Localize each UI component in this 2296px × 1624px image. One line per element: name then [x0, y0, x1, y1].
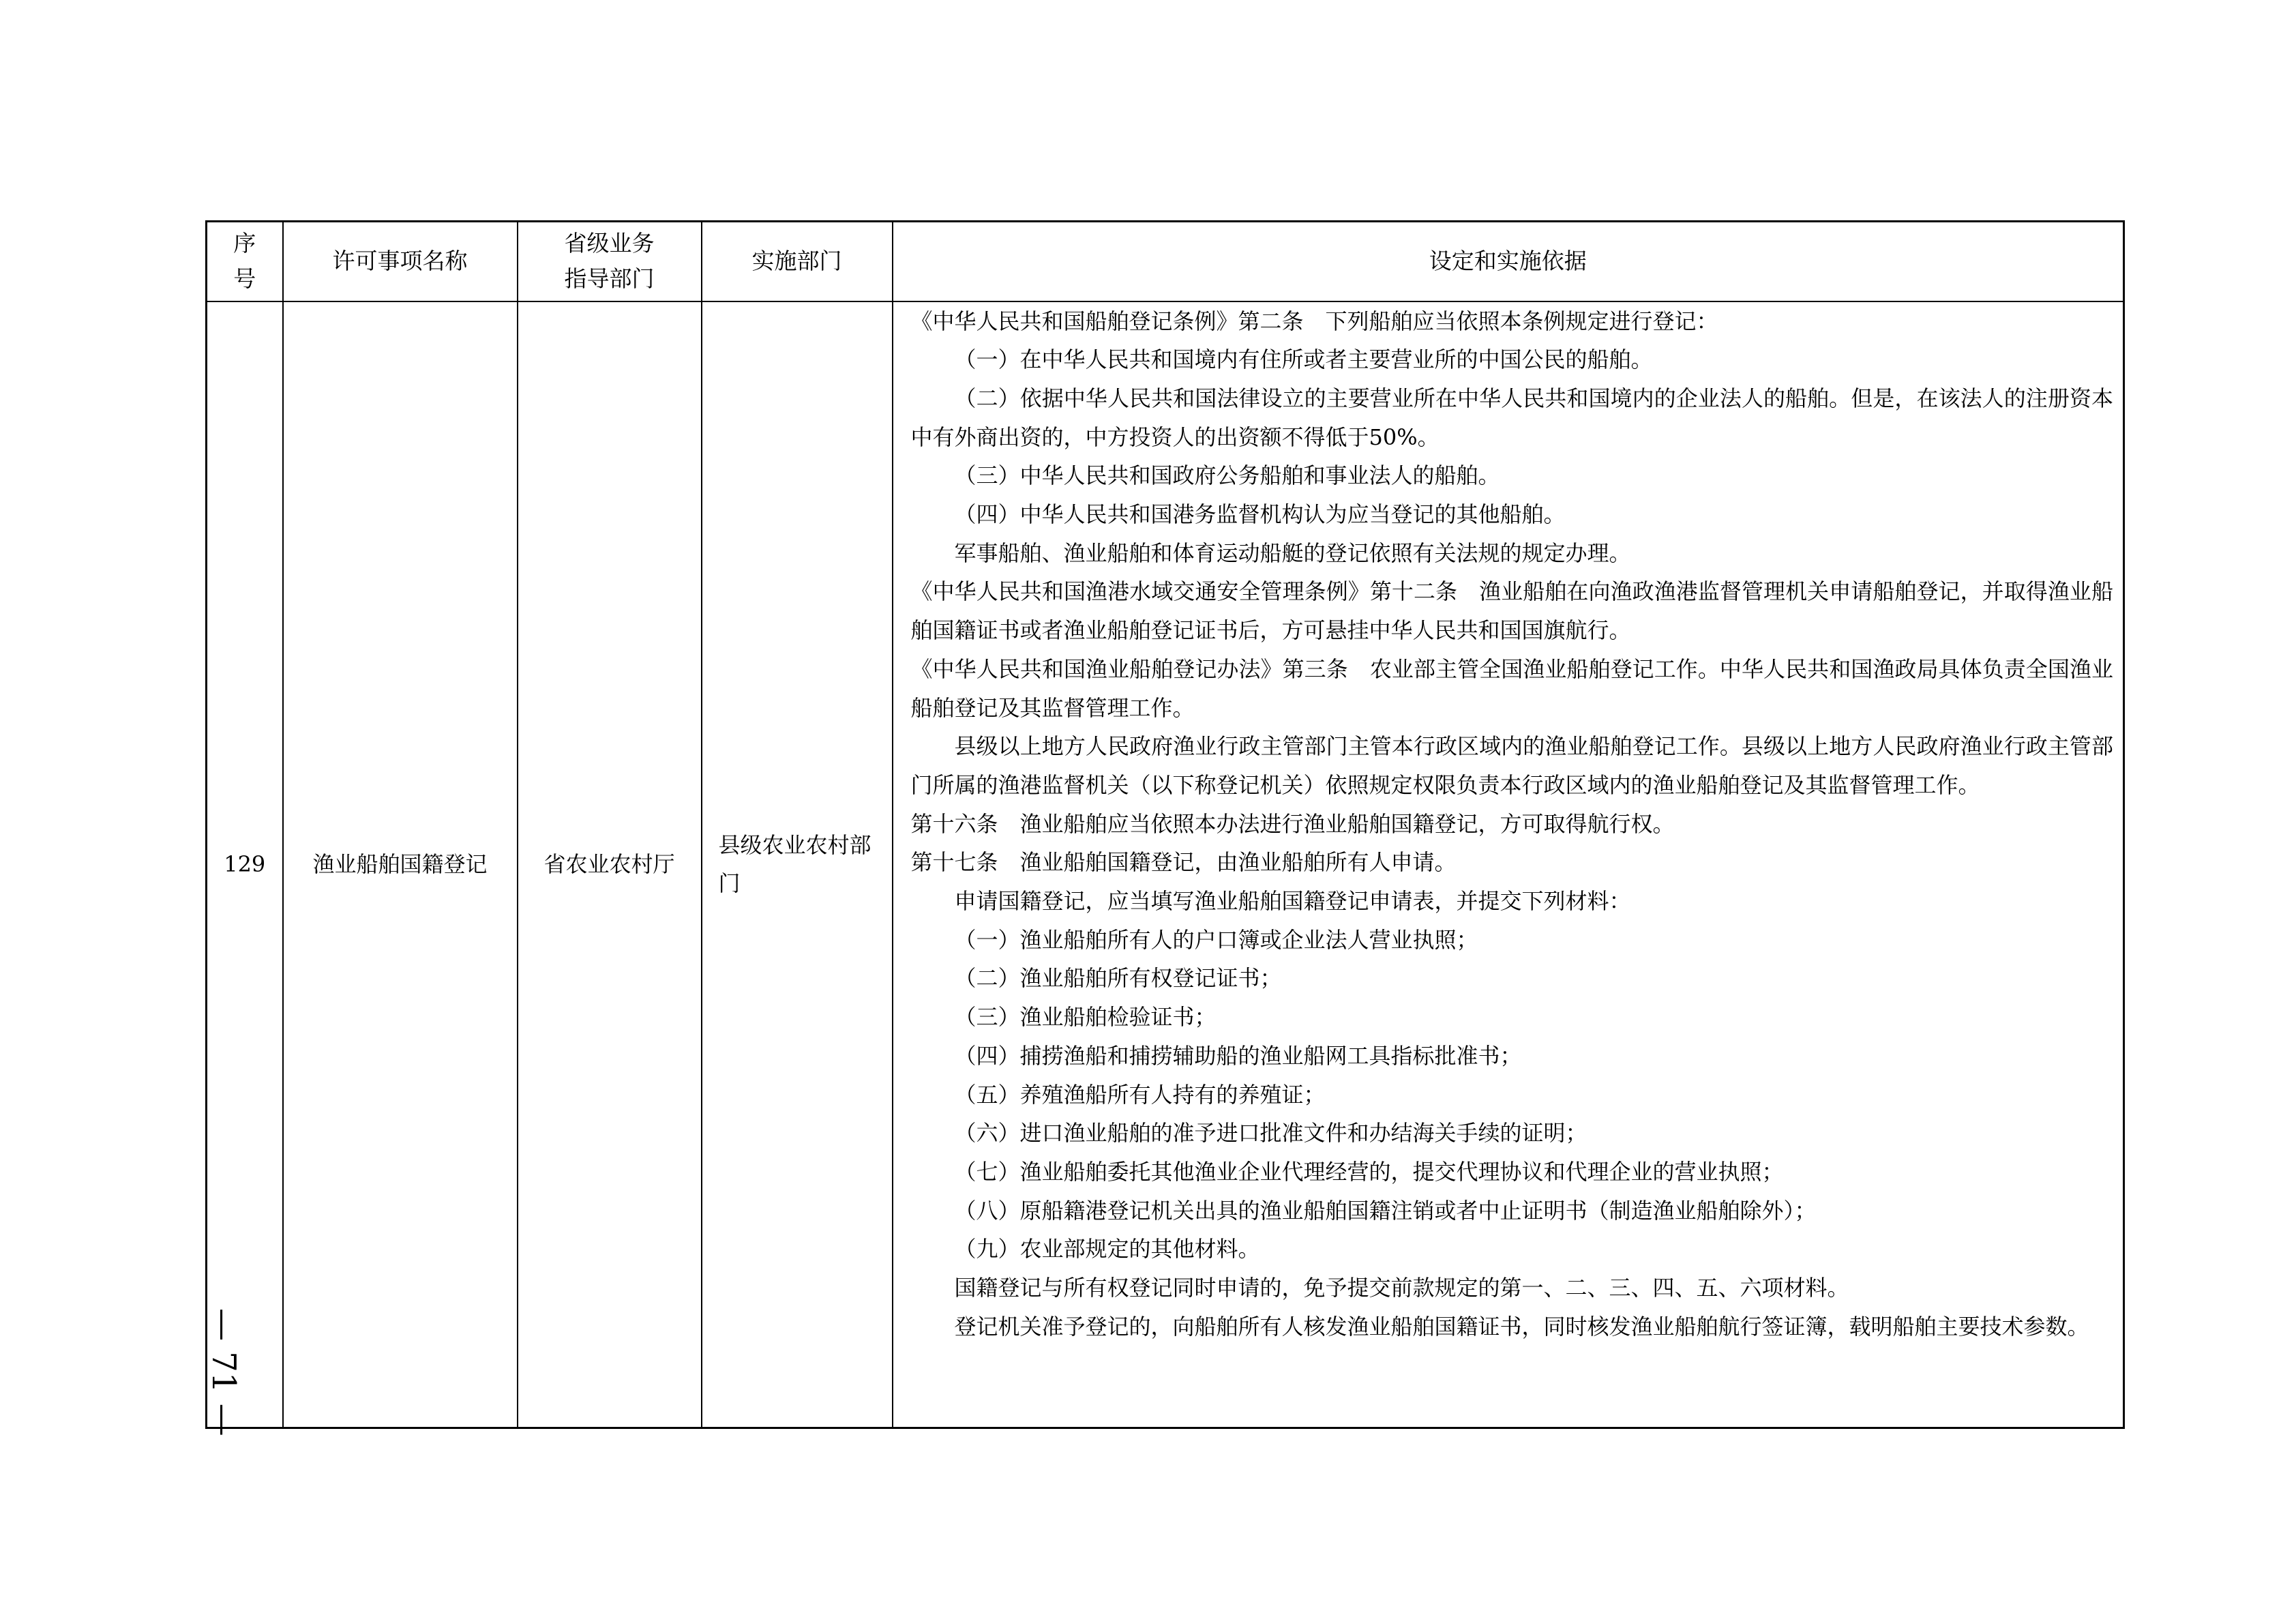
basis-paragraph: （八）原船籍港登记机关出具的渔业船舶国籍注销或者中止证明书（制造渔业船舶除外）；: [954, 1197, 1817, 1224]
cell-basis: [893, 301, 2124, 1428]
basis-paragraph: 军事船舶、渔业船舶和体育运动船艇的登记依照有关法规的规定办理。: [954, 540, 1631, 566]
page-number: — 71 —: [205, 1308, 243, 1436]
cell-guide-dept: 省农业农村厅: [518, 301, 702, 1428]
basis-paragraph: （二）渔业船舶所有权登记证书；: [954, 965, 1282, 992]
table-row: [207, 301, 2124, 1428]
basis-text: [911, 302, 2114, 1346]
basis-paragraph: （六）进口渔业船舶的准予进口批准文件和办结海关手续的证明；: [954, 1120, 1587, 1147]
basis-paragraph: （三）渔业船舶检验证书；: [954, 1004, 1217, 1031]
permit-table: [205, 220, 2125, 1429]
basis-paragraph: 国籍登记与所有权登记同时申请的，免予提交前款规定的第一、二、三、四、五、六项材料。: [954, 1275, 1849, 1301]
basis-paragraph: 《中华人民共和国渔港水域交通安全管理条例》第十二条 渔业船舶在向渔政渔港监督管理机关申请船舶登记，并取得渔业船舶国籍证书或者渔业船舶登记证书后，方可悬挂中华人民共和国国旗航行。: [910, 578, 2113, 644]
basis-paragraph: 第十七条 渔业船舶国籍登记，由渔业船舶所有人申请。: [910, 849, 1457, 876]
basis-paragraph: 登记机关准予登记的，向船舶所有人核发渔业船舶国籍证书，同时核发渔业船舶航行签证簿，载明船舶主要技术参数。: [954, 1313, 2089, 1340]
basis-paragraph: （五）养殖渔船所有人持有的养殖证；: [954, 1081, 1326, 1108]
basis-paragraph: （七）渔业船舶委托其他渔业企业代理经营的，提交代理协议和代理企业的营业执照；: [954, 1158, 1784, 1185]
header-basis: 设定和实施依据: [893, 222, 2124, 301]
basis-paragraph: （四）捕捞渔船和捕捞辅助船的渔业船网工具指标批准书；: [954, 1042, 1522, 1069]
basis-paragraph: （三）中华人民共和国政府公务船舶和事业法人的船舶。: [954, 462, 1500, 489]
basis-paragraph: （一）在中华人民共和国境内有住所或者主要营业所的中国公民的船舶。: [954, 346, 1653, 373]
basis-paragraph: （四）中华人民共和国港务监督机构认为应当登记的其他船舶。: [954, 501, 1566, 528]
basis-paragraph: 申请国籍登记，应当填写渔业船舶国籍登记申请表，并提交下列材料：: [954, 888, 1631, 915]
basis-paragraph: 第十六条 渔业船舶应当依照本办法进行渔业船舶国籍登记，方可取得航行权。: [910, 810, 1675, 837]
header-name: 许可事项名称: [283, 222, 518, 301]
header-impl-dept: 实施部门: [702, 222, 893, 301]
cell-no: 129: [207, 301, 283, 1428]
table-body: [207, 301, 2124, 1428]
basis-paragraph: 县级以上地方人民政府渔业行政主管部门主管本行政区域内的渔业船舶登记工作。县级以上地方人民政府渔业行政主管部门所属的渔港监督机关（以下称登记机关）依照规定权限负责本行政区域内的渔业船舶登记及其监督管理工作。: [910, 733, 2113, 798]
basis-paragraph: （一）渔业船舶所有人的户口簿或企业法人营业执照；: [954, 926, 1478, 953]
cell-name: 渔业船舶国籍登记: [283, 301, 518, 1428]
table-header: [207, 222, 2124, 301]
header-no: 序号: [207, 222, 283, 301]
basis-paragraph: 《中华人民共和国船舶登记条例》第二条 下列船舶应当依照本条例规定进行登记：: [910, 308, 1718, 334]
basis-paragraph: （二）依据中华人民共和国法律设立的主要营业所在中华人民共和国境内的企业法人的船舶。但是，在该法人的注册资本中有外商出资的，中方投资人的出资额不得低于50%。: [910, 385, 2113, 450]
header-guide-dept: 省级业务指导部门: [518, 222, 702, 301]
header-row: [207, 222, 2124, 301]
basis-paragraph: （九）农业部规定的其他材料。: [954, 1236, 1260, 1263]
cell-impl-dept: 县级农业农村部门: [702, 301, 893, 1428]
basis-paragraph: 《中华人民共和国渔业船舶登记办法》第三条 农业部主管全国渔业船舶登记工作。中华人民共和国渔政局具体负责全国渔业船舶登记及其监督管理工作。: [910, 655, 2113, 721]
